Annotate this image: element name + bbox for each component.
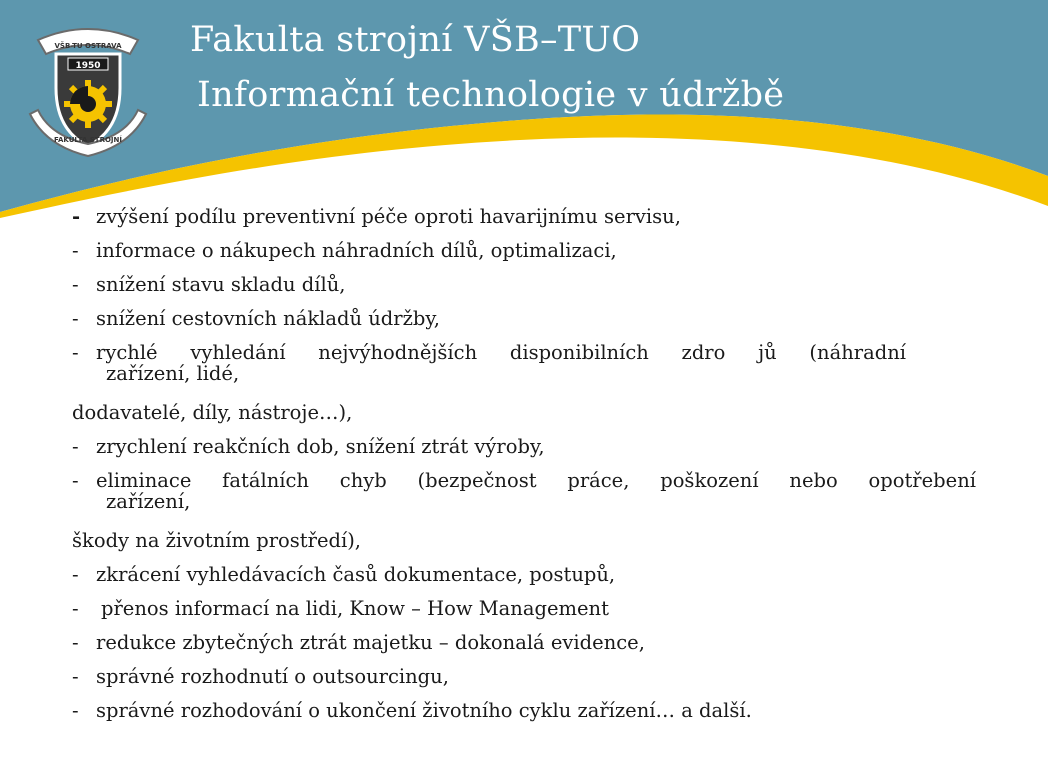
list-item <box>72 234 976 268</box>
list-item-plain: škody na životním prostředí), <box>72 529 362 552</box>
bullet-dash: - <box>72 205 81 228</box>
list-item-text: zrychlení reakčních dob, snížení ztrát výroby, <box>96 435 545 458</box>
list-item-text: snížení cestovních nákladů údržby, <box>96 307 440 330</box>
logo-top-text: VŠB-TU OSTRAVA <box>54 42 122 50</box>
list-item-text: správné rozhodování o ukončení životního cyklu zařízení… a další. <box>96 699 752 722</box>
list-item-continuation: zařízení, lidé, <box>106 362 240 385</box>
bullet-dash: - <box>72 631 79 654</box>
bullet-dash: - <box>72 469 79 492</box>
list-item <box>72 558 976 592</box>
list-item-text: správné rozhodnutí o outsourcingu, <box>96 665 449 688</box>
list-item <box>72 302 976 336</box>
list-item-text: snížení stavu skladu dílů, <box>96 273 346 296</box>
bullet-dash: - <box>72 597 79 620</box>
list-item <box>72 430 976 464</box>
list-item-text: informace o nákupech náhradních dílů, optimalizaci, <box>96 239 617 262</box>
bullet-dash: - <box>72 239 79 262</box>
bullet-dash: - <box>72 273 79 296</box>
faculty-logo <box>26 18 150 158</box>
list-item-text: rychlé vyhledání nejvýhodnějších disponibilních zdro jů (náhradní <box>96 341 906 364</box>
list-item-text: zkrácení vyhledávacích časů dokumentace, postupů, <box>96 563 616 586</box>
list-item-continuation: zařízení, <box>106 490 191 513</box>
bullet-dash: - <box>72 435 79 458</box>
header-title-line2: Informační technologie v údržbě <box>197 75 785 115</box>
list-item <box>72 268 976 302</box>
list-item-text: přenos informací na lidi, Know – How Management <box>101 597 609 620</box>
list-item-text: redukce zbytečných ztrát majetku – dokonalá evidence, <box>96 631 645 654</box>
list-item-plain: dodavatelé, díly, nástroje…), <box>72 401 353 424</box>
logo-bottom-text: FAKULTA STROJNÍ <box>54 136 122 144</box>
bullet-list <box>72 200 976 728</box>
list-item-text: zvýšení podílu preventivní péče oproti havarijnímu servisu, <box>96 205 681 228</box>
bullet-dash: - <box>72 563 79 586</box>
list-item <box>72 592 976 626</box>
logo-year: 1950 <box>75 61 101 71</box>
list-item <box>72 694 976 728</box>
bullet-dash: - <box>72 341 79 364</box>
list-item-text: eliminace fatálních chyb (bezpečnost práce, poškození nebo opotřebení <box>96 469 976 492</box>
bullet-dash: - <box>72 307 79 330</box>
list-item <box>72 200 976 234</box>
header-title-line1: Fakulta strojní VŠB–TUO <box>190 20 641 60</box>
bullet-dash: - <box>72 665 79 688</box>
list-item <box>72 464 976 498</box>
list-item <box>72 626 976 660</box>
list-item <box>72 660 976 694</box>
bullet-dash: - <box>72 699 79 722</box>
